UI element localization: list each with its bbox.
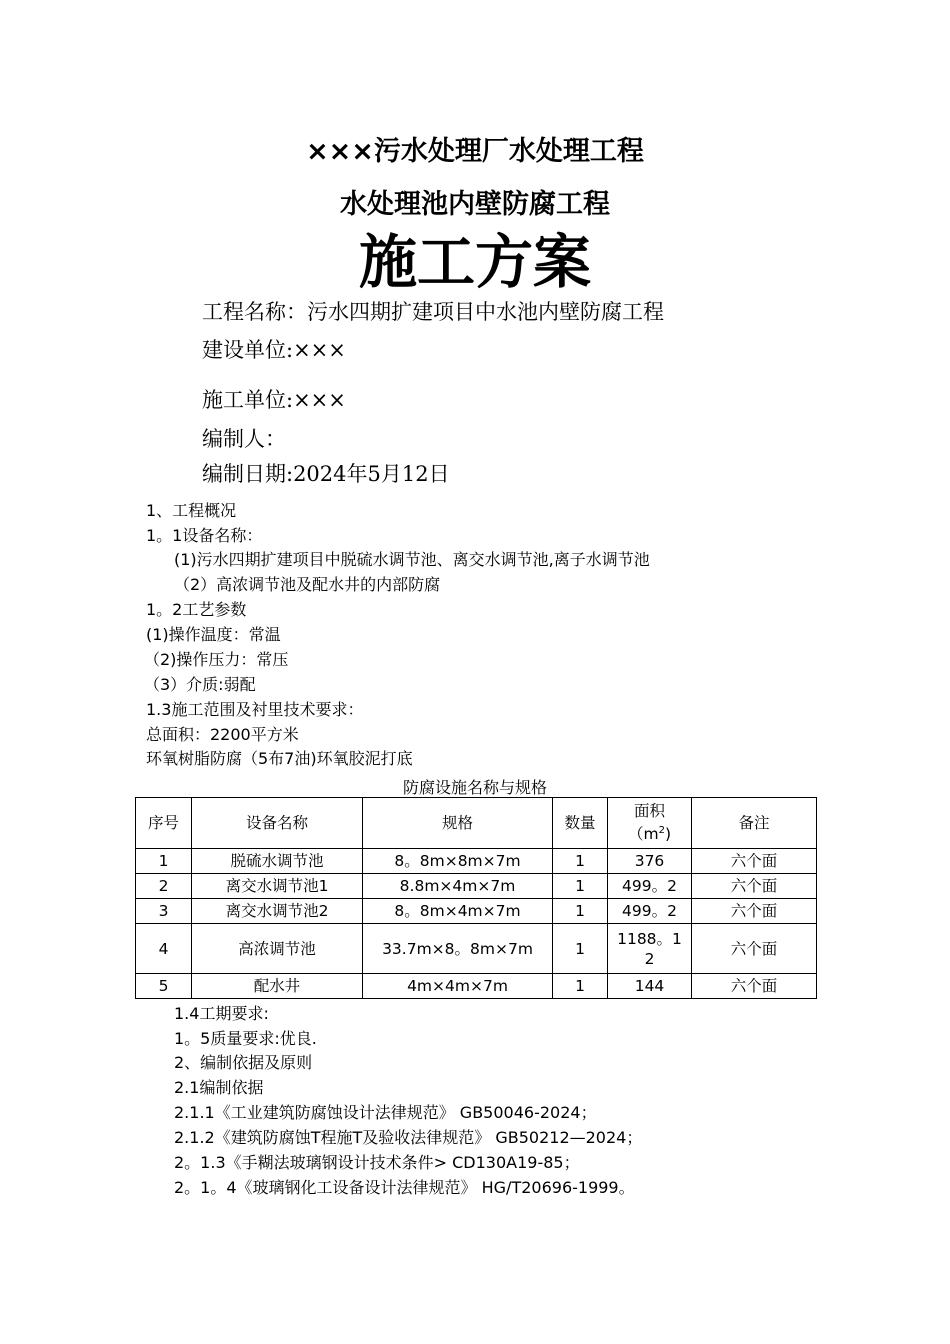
header-remark: 备注: [692, 798, 817, 849]
cell-no: 4: [136, 924, 192, 974]
header-area-line-2: [610, 821, 689, 844]
project-name: 工程名称：污水四期扩建项目中水池内壁防腐工程: [202, 300, 664, 324]
cell-spec: 33.7m×8。8m×7m: [363, 924, 553, 974]
reference-4: 2。1。4《玻璃钢化工设备设计法律规范》 HG/T20696-1999。: [174, 1178, 635, 1197]
cell-no: 3: [136, 899, 192, 924]
cell-spec: 4m×4m×7m: [363, 974, 553, 999]
coating-method: 环氧树脂防腐（5布7油)环氧胶泥打底: [146, 749, 413, 768]
table-row: [136, 849, 817, 874]
table-row: [136, 974, 817, 999]
table-row: [136, 924, 817, 974]
cell-remark: 六个面: [692, 924, 817, 974]
cell-area: 144: [608, 974, 692, 999]
section-1-3: 1.3施工范围及衬里技术要求：: [146, 700, 364, 719]
cell-spec: 8.8m×4m×7m: [363, 874, 553, 899]
title-line-2: 水处理池内壁防腐工程: [340, 189, 610, 220]
cell-remark: 六个面: [692, 874, 817, 899]
cell-no: 2: [136, 874, 192, 899]
cell-qty: 1: [553, 874, 608, 899]
cell-qty: 1: [553, 924, 608, 974]
header-area-line-1: 面积: [633, 802, 665, 821]
reference-1: 2.1.1《工业建筑防腐蚀设计法律规范》 GB50046-2024；: [174, 1103, 597, 1122]
table-row: [136, 899, 817, 924]
section-2-1: 2.1编制依据: [174, 1078, 264, 1097]
header-area-close: ): [664, 825, 672, 844]
cell-area: 376: [608, 849, 692, 874]
table-caption: 防腐设施名称与规格: [402, 778, 547, 797]
header-area: [608, 798, 692, 849]
table-row: [136, 874, 817, 899]
reference-3: 2。1.3《手糊法玻璃钢设计技术条件> CD130A19-85；: [174, 1153, 580, 1172]
cell-area: 499。2: [608, 874, 692, 899]
section-1-5: 1。5质量要求:优良.: [174, 1029, 317, 1048]
cell-area: [608, 924, 692, 974]
header-area-unit: （m: [627, 825, 659, 844]
cell-remark: 六个面: [692, 899, 817, 924]
section-1-2-item-2: （2)操作压力：常压: [144, 650, 289, 669]
section-1-1: 1。1设备名称：: [146, 526, 263, 545]
cell-qty: 1: [553, 974, 608, 999]
compile-date: 编制日期:2024年5月12日: [202, 462, 450, 486]
table-header-row: [136, 798, 817, 849]
cell-remark: 六个面: [692, 849, 817, 874]
cell-qty: 1: [553, 899, 608, 924]
section-1-heading: 1、工程概况: [146, 501, 237, 520]
header-name: 设备名称: [192, 798, 363, 849]
author: 编制人：: [202, 427, 286, 451]
section-1-2: 1。2工艺参数: [146, 600, 247, 619]
section-2-heading: 2、编制依据及原则: [174, 1053, 313, 1072]
cell-qty: 1: [553, 849, 608, 874]
section-1-1-item-1: (1)污水四期扩建项目中脱硫水调节池、离交水调节池,离子水调节池: [174, 550, 650, 569]
cell-name: 离交水调节池2: [192, 899, 363, 924]
header-no: 序号: [136, 798, 192, 849]
contractor-unit: 施工单位:×××: [202, 388, 346, 412]
owner-unit: 建设单位:×××: [202, 338, 346, 362]
section-1-4: 1.4工期要求:: [174, 1004, 269, 1023]
header-spec: 规格: [363, 798, 553, 849]
cell-name: 离交水调节池1: [192, 874, 363, 899]
cell-area-line-1: 1188。1: [617, 929, 682, 948]
cell-area: 499。2: [608, 899, 692, 924]
spec-table: [135, 797, 817, 999]
section-1-2-item-1: (1)操作温度：常温: [146, 625, 281, 644]
cell-spec: 8。8m×4m×7m: [363, 899, 553, 924]
total-area: 总面积：2200平方米: [146, 725, 299, 744]
section-1-1-item-2: （2）高浓调节池及配水井的内部防腐: [174, 575, 441, 594]
cell-name: 配水井: [192, 974, 363, 999]
header-qty: 数量: [553, 798, 608, 849]
cell-area-line-2: 2: [644, 949, 655, 968]
header-area-sup: 2: [658, 825, 665, 837]
main-title: 施工方案: [358, 228, 591, 296]
section-1-2-item-3: （3）介质:弱配: [144, 675, 256, 694]
cell-remark: 六个面: [692, 974, 817, 999]
cell-spec: 8。8m×8m×7m: [363, 849, 553, 874]
cell-name: 脱硫水调节池: [192, 849, 363, 874]
cell-no: 5: [136, 974, 192, 999]
cell-no: 1: [136, 849, 192, 874]
cell-name: 高浓调节池: [192, 924, 363, 974]
reference-2: 2.1.2《建筑防腐蚀T程施T及验收法律规范》 GB50212—2024；: [174, 1128, 643, 1147]
title-line-1: ×××污水处理厂水处理工程: [306, 136, 644, 167]
